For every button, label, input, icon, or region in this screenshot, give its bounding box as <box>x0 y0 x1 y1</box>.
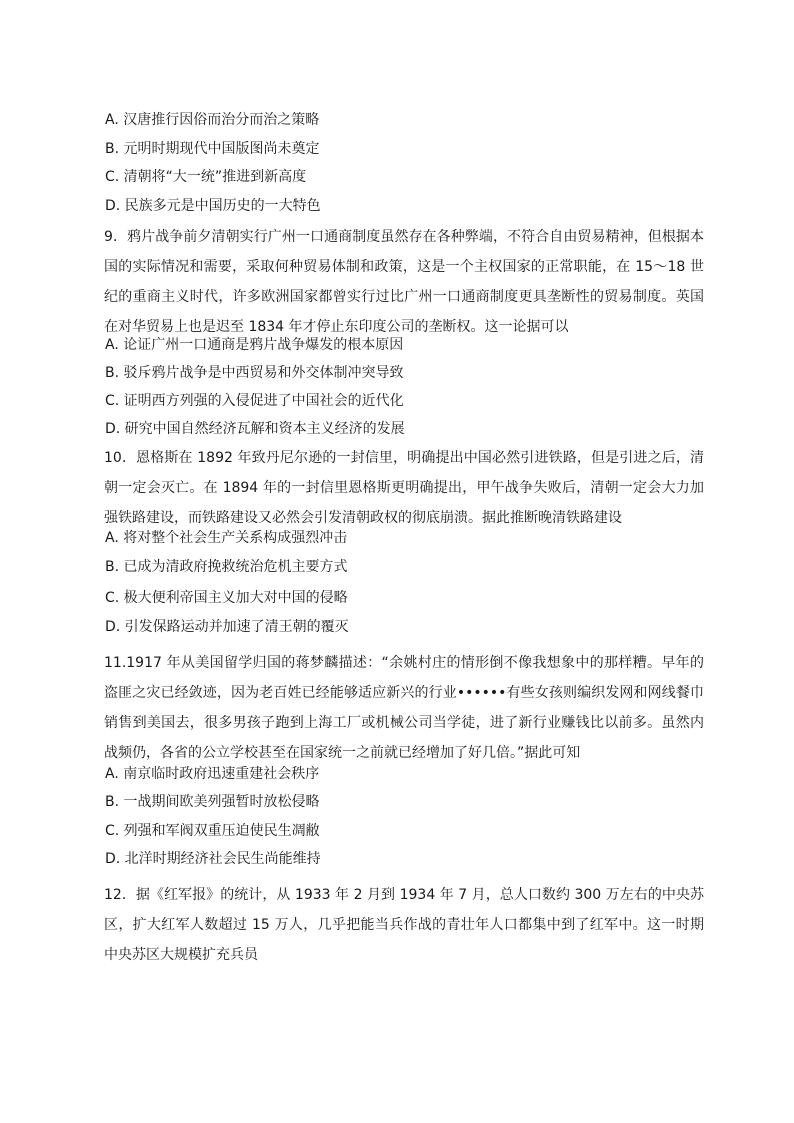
q8-option-d: D. 民族多元是中国历史的一大特色 <box>105 198 321 214</box>
q9-stem <box>104 222 704 342</box>
q10-option-b: B. 已成为清政府挽救统治危机主要方式 <box>105 559 348 575</box>
q10-stem <box>104 443 704 533</box>
q11-number: 11. <box>104 655 127 671</box>
q9-option-c: C. 证明西方列强的入侵促进了中国社会的近代化 <box>105 393 404 409</box>
q9-number: 9． <box>104 229 128 245</box>
q10-stem-text: 恩格斯在 1892 年致丹尼尔逊的一封信里，明确提出中国必然引进铁路，但是引进之后，清朝一定会灭亡。在 1894 年的一封信里恩格斯更明确提出，甲午战争失败后，清朝一定会大力加强铁路建设，而铁路建设又必然会引发清朝政权的彻底崩溃。据此推断晚清铁路建设 <box>104 450 704 526</box>
q11-option-a: A. 南京临时政府迅速重建社会秩序 <box>105 766 320 782</box>
q10-option-a: A. 将对整个社会生产关系构成强烈冲击 <box>105 530 348 546</box>
q11-option-c: C. 列强和军阀双重压迫使民生凋敝 <box>105 823 320 839</box>
q9-stem-text: 鸦片战争前夕清朝实行广州一口通商制度虽然存在各种弊端，不符合自由贸易精神，但根据本国的实际情况和需要，采取何种贸易体制和政策，这是一个主权国家的正常职能，在 15～18 世纪的重商主义时代，许多欧洲国家都曾实行过比广州一口通商制度更具垄断性的贸易制度。英国在对华贸易上也是迟至 1834 年才停止东印度公司的垄断权。这一论据可以 <box>104 229 704 335</box>
q11-option-b: B. 一战期间欧美列强暂时放松侵略 <box>105 794 320 810</box>
q11-stem <box>104 648 704 768</box>
q8-option-a: A. 汉唐推行因俗而治分而治之策略 <box>105 112 320 128</box>
q12-stem <box>104 880 704 970</box>
q9-option-b: B. 驳斥鸦片战争是中西贸易和外交体制冲突导致 <box>105 365 404 381</box>
q8-option-b: B. 元明时期现代中国版图尚未奠定 <box>105 141 320 157</box>
q12-stem-text: 据《红军报》的统计，从 1933 年 2 月到 1934 年 7 月，总人口数约 300 万左右的中央苏区，扩大红军人数超过 15 万人，几乎把能当兵作战的青壮年人口都集中到了红军中。这一时期中央苏区大规模扩充兵员 <box>104 887 704 963</box>
q12-number: 12． <box>104 887 136 903</box>
q10-option-d: D. 引发保路运动并加速了清王朝的覆灭 <box>105 619 349 635</box>
q8-option-c: C. 清朝将“大一统”推进到新高度 <box>105 169 307 185</box>
q11-stem-text: 1917 年从美国留学归国的蒋梦麟描述：“余姚村庄的情形倒不像我想象中的那样糟。早年的盗匪之灾已经敛迹，因为老百姓已经能够适应新兴的行业••••••有些女孩则编织发网和网线餐巾销售到美国去，很多男孩子跑到上海工厂或机械公司当学徒，进了新行业赚钱比以前多。虽然内战频仍，各省的公立学校甚至在国家统一之前就已经增加了好几倍。”据此可知 <box>104 655 704 761</box>
q9-option-a: A. 论证广州一口通商是鸦片战争爆发的根本原因 <box>105 337 404 353</box>
q10-number: 10． <box>104 450 137 466</box>
q11-option-d: D. 北洋时期经济社会民生尚能维持 <box>105 851 321 867</box>
q9-option-d: D. 研究中国自然经济瓦解和资本主义经济的发展 <box>105 421 405 437</box>
q10-option-c: C. 极大便利帝国主义加大对中国的侵略 <box>105 590 348 606</box>
